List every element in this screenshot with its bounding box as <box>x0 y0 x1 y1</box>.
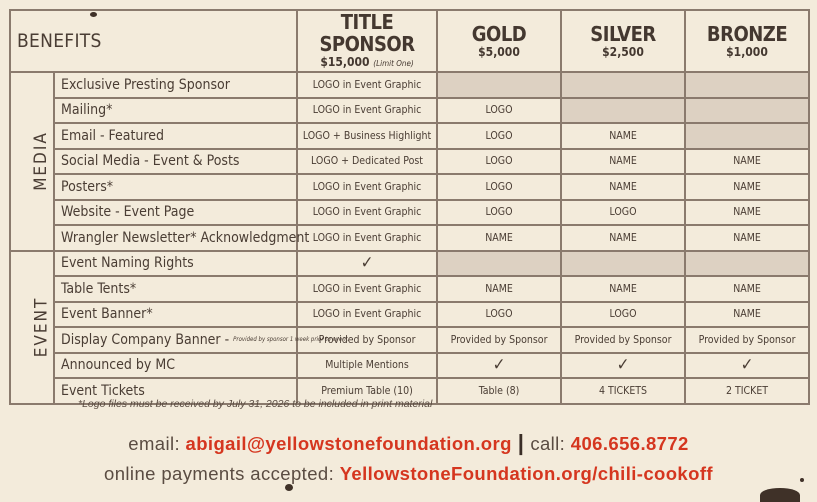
benefit-label <box>54 123 297 149</box>
cell-value: LOGO <box>609 206 637 219</box>
cell-value: NAME <box>733 180 761 193</box>
tier-title-sponsor <box>297 10 437 72</box>
value-cell <box>685 174 809 200</box>
value-cell <box>297 353 437 379</box>
tier-bronze <box>685 10 809 72</box>
payments-url-link[interactable]: YellowstoneFoundation.org/chili-cookoff <box>339 463 713 484</box>
cell-value: LOGO in Event Graphic <box>312 180 422 193</box>
benefit-label <box>54 72 297 98</box>
cell-value: LOGO + Business Highlight <box>302 129 432 142</box>
table-row <box>10 302 809 328</box>
value-cell <box>297 174 437 200</box>
section-label <box>10 72 54 251</box>
benefit-label-text: Wrangler Newsletter* Acknowledgment <box>61 229 310 246</box>
benefit-subnote: Provided by sponsor 1 week prior to event. <box>233 335 350 343</box>
benefit-label <box>54 276 297 302</box>
table-row <box>10 72 809 98</box>
tier-note: (Limit One) <box>373 59 414 68</box>
checkmark-icon: ✓ <box>616 354 630 375</box>
empty-cell <box>437 251 561 277</box>
check-cell <box>437 353 561 379</box>
cell-value: Provided by Sponsor <box>318 333 416 346</box>
call-label: call: <box>530 433 566 454</box>
cell-value: LOGO <box>485 206 513 219</box>
cell-value: Table (8) <box>478 384 520 397</box>
section-name: MEDIA <box>30 131 51 192</box>
empty-cell <box>685 123 809 149</box>
check-cell <box>561 353 685 379</box>
benefits-body <box>10 72 809 404</box>
benefit-label-text: Website - Event Page <box>61 204 195 221</box>
value-cell <box>561 123 685 149</box>
value-cell <box>561 302 685 328</box>
value-cell <box>297 123 437 149</box>
table-row <box>10 98 809 124</box>
value-cell <box>437 302 561 328</box>
benefit-label <box>54 174 297 200</box>
value-cell <box>297 200 437 226</box>
value-cell <box>437 98 561 124</box>
value-cell <box>561 200 685 226</box>
value-cell <box>437 327 561 353</box>
benefit-label <box>54 98 297 124</box>
value-cell <box>685 327 809 353</box>
benefit-label-text: Mailing* <box>61 102 113 119</box>
cell-value: LOGO in Event Graphic <box>312 231 422 244</box>
benefit-label <box>54 225 310 251</box>
cell-value: LOGO in Event Graphic <box>312 206 422 219</box>
table-row <box>10 200 809 226</box>
value-cell <box>685 378 809 404</box>
cell-value: LOGO <box>485 180 513 193</box>
cell-value: Multiple Mentions <box>325 359 409 372</box>
value-cell <box>437 149 561 175</box>
cell-value: NAME <box>733 231 761 244</box>
cell-value: 4 TICKETS <box>598 384 648 397</box>
cell-value: LOGO in Event Graphic <box>312 282 422 295</box>
cell-value: NAME <box>609 155 637 168</box>
cell-value: NAME <box>609 231 637 244</box>
cell-value: NAME <box>485 282 513 295</box>
empty-cell <box>561 72 685 98</box>
empty-cell <box>685 72 809 98</box>
benefit-label-text: Social Media - Event & Posts <box>61 153 240 170</box>
value-cell <box>297 149 437 175</box>
benefits-table <box>9 9 810 405</box>
check-cell <box>297 251 437 277</box>
benefit-label <box>54 251 297 277</box>
cell-value: LOGO in Event Graphic <box>312 78 422 91</box>
benefit-label-text: Display Company Banner - <box>61 331 230 348</box>
benefit-label-text: Event Banner* <box>61 306 153 323</box>
tier-price-value: $15,000 <box>320 55 370 69</box>
value-cell <box>297 302 437 328</box>
cell-value: LOGO <box>485 129 513 142</box>
value-cell <box>685 200 809 226</box>
table-row <box>10 251 809 277</box>
empty-cell <box>685 251 809 277</box>
paint-speck <box>285 484 293 491</box>
benefit-label-text: Email - Featured <box>61 127 164 144</box>
cell-value: Provided by Sponsor <box>574 333 672 346</box>
value-cell <box>561 378 685 404</box>
cell-value: NAME <box>609 129 637 142</box>
cell-value: NAME <box>733 282 761 295</box>
checkmark-icon: ✓ <box>360 252 374 273</box>
empty-cell <box>561 251 685 277</box>
value-cell <box>297 276 437 302</box>
value-cell <box>561 276 685 302</box>
cell-value: Premium Table (10) <box>321 384 413 397</box>
table-row <box>10 225 809 251</box>
value-cell <box>437 200 561 226</box>
table-row <box>10 353 809 379</box>
footnote: *Logo files must be received by July 31, 2026 to be included in print material <box>78 398 433 410</box>
phone-link[interactable]: 406.656.8772 <box>570 433 689 454</box>
section-name: EVENT <box>31 296 52 358</box>
cell-value: LOGO + Dedicated Post <box>311 155 423 168</box>
cell-value: NAME <box>609 282 637 295</box>
value-cell <box>437 225 561 251</box>
benefit-label-text: Table Tents* <box>61 280 137 297</box>
tier-price: $1,000 <box>726 45 768 59</box>
benefit-label-text: Event Tickets <box>61 382 145 399</box>
section-label <box>10 251 54 404</box>
table-row <box>10 327 809 353</box>
table-row <box>10 123 809 149</box>
empty-cell <box>561 98 685 124</box>
value-cell <box>685 149 809 175</box>
benefit-label-text: Announced by MC <box>61 357 176 374</box>
email-label: email: <box>128 433 180 454</box>
email-link[interactable]: abigail@yellowstonefoundation.org <box>185 433 512 454</box>
tier-name: SILVER <box>590 22 656 46</box>
cell-value: NAME <box>609 180 637 193</box>
cell-value: NAME <box>485 231 513 244</box>
empty-cell <box>437 72 561 98</box>
benefit-label <box>54 200 297 226</box>
cell-value: LOGO in Event Graphic <box>312 104 422 117</box>
payments-label: online payments accepted: <box>104 463 335 484</box>
cell-value: LOGO in Event Graphic <box>312 308 422 321</box>
cell-value: Provided by Sponsor <box>698 333 796 346</box>
table-row <box>10 276 809 302</box>
cell-value: Provided by Sponsor <box>450 333 548 346</box>
cell-value: NAME <box>733 155 761 168</box>
tier-gold <box>437 10 561 72</box>
checkmark-icon: ✓ <box>740 354 754 375</box>
tier-name: GOLD <box>471 22 527 46</box>
benefit-label-text: Exclusive Presting Sponsor <box>61 76 230 93</box>
benefit-label <box>54 302 297 328</box>
cell-value: NAME <box>733 308 761 321</box>
header-row <box>10 10 809 72</box>
value-cell <box>297 72 437 98</box>
value-cell <box>297 225 437 251</box>
value-cell <box>561 174 685 200</box>
value-cell <box>685 276 809 302</box>
benefit-label <box>54 149 297 175</box>
benefit-label <box>54 353 297 379</box>
benefit-label <box>54 327 350 353</box>
checkmark-icon: ✓ <box>492 354 506 375</box>
benefit-label-text: Posters* <box>61 178 114 195</box>
empty-cell <box>685 98 809 124</box>
value-cell <box>685 302 809 328</box>
cell-value: LOGO <box>609 308 637 321</box>
tier-name: BRONZE <box>706 22 788 46</box>
value-cell <box>685 225 809 251</box>
cell-value: 2 TICKET <box>725 384 769 397</box>
benefit-label-text: Event Naming Rights <box>61 255 194 272</box>
cell-value: NAME <box>733 206 761 219</box>
cell-value: LOGO <box>485 104 513 117</box>
table-row <box>10 174 809 200</box>
check-cell <box>685 353 809 379</box>
value-cell <box>437 123 561 149</box>
tier-name: TITLE SPONSOR <box>319 10 415 56</box>
tier-price: $2,500 <box>602 45 644 59</box>
cell-value: LOGO <box>485 155 513 168</box>
value-cell <box>437 174 561 200</box>
value-cell <box>437 378 561 404</box>
paint-speck <box>760 488 800 502</box>
payments-line <box>0 463 817 485</box>
table-row <box>10 149 809 175</box>
benefits-header: BENEFITS <box>10 10 297 72</box>
contact-line <box>0 430 817 456</box>
value-cell <box>297 98 437 124</box>
value-cell <box>297 327 437 353</box>
contact-separator: | <box>517 430 525 455</box>
value-cell <box>561 327 685 353</box>
value-cell <box>561 149 685 175</box>
tier-price <box>298 55 436 71</box>
tier-price: $5,000 <box>478 45 520 59</box>
cell-value: LOGO <box>485 308 513 321</box>
value-cell <box>561 225 685 251</box>
value-cell <box>437 276 561 302</box>
tier-silver <box>561 10 685 72</box>
